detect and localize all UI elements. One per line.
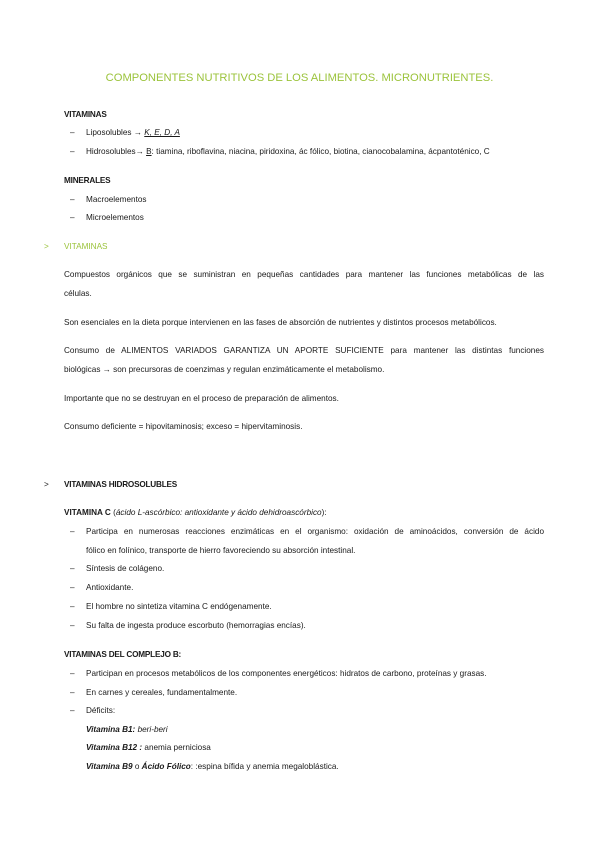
list-dash: – (70, 147, 75, 156)
section-marker: > (44, 480, 49, 489)
paragraph: Consumo deficiente = hipovitaminosis; exceso = hipervitaminosis. (64, 422, 303, 431)
list-item: El hombre no sintetiza vitamina C endógenamente. (86, 602, 272, 611)
list-item: Déficits: (86, 706, 116, 715)
deficit-b9 (86, 762, 339, 771)
minerales-heading: MINERALES (64, 176, 111, 185)
paren: ( (110, 508, 116, 517)
deficit-connector: o (132, 762, 142, 771)
paragraph-line: Consumo de ALIMENTOS VARIADOS GARANTIZA UN APORTE SUFICIENTE para mantener las distintas funciones (64, 346, 544, 355)
list-dash: – (70, 669, 75, 678)
paragraph: Importante que no se destruyan en el proceso de preparación de alimentos. (64, 394, 339, 403)
list-item: En carnes y cereales, fundamentalmente. (86, 688, 238, 697)
list-item-continuation: fólico en folínico, transporte de hierro favoreciendo su absorción intestinal. (86, 546, 356, 555)
list-dash: – (70, 621, 75, 630)
deficit-b1 (86, 725, 168, 734)
deficit-label: Vitamina B12 : (86, 743, 143, 752)
paragraph: Son esenciales en la dieta porque intervienen en las fases de absorción de nutrientes y distintos procesos metabólicos. (64, 318, 497, 327)
list-item-liposolubles (86, 128, 180, 137)
list-dash: – (70, 213, 75, 222)
paren: ): (321, 508, 327, 517)
section-heading-vitaminas: VITAMINAS (64, 242, 108, 251)
list-dash: – (70, 602, 75, 611)
item-prefix: Hidrosolubles→ (86, 147, 147, 156)
list-item: Su falta de ingesta produce escorbuto (hemorragias encías). (86, 621, 306, 630)
list-item: Macroelementos (86, 195, 147, 204)
list-item: Síntesis de colágeno. (86, 564, 165, 573)
list-item: Participan en procesos metabólicos de los componentes energéticos: hidratos de carbono, proteínas y grasas. (86, 669, 487, 678)
paragraph-line: Compuestos orgánicos que se suministran en pequeñas cantidades para mantener las funciones metabólicas de las (64, 270, 544, 279)
paragraph-line: biológicas → son precursoras de coenzimas y regulan enzimáticamente el metabolismo. (64, 365, 385, 374)
item-suffix: : tiamina, riboflavina, niacina, piridoxina, ác fólico, biotina, cianocobalamina, ácpantoténico, C (151, 147, 490, 156)
section-heading-hidrosolubles: VITAMINAS HIDROSOLUBLES (64, 480, 178, 489)
list-dash: – (70, 527, 75, 536)
list-dash: – (70, 128, 75, 137)
list-dash: – (70, 688, 75, 697)
page-title: COMPONENTES NUTRITIVOS DE LOS ALIMENTOS. MICRONUTRIENTES. (105, 72, 494, 84)
deficit-text: beri-beri (135, 725, 168, 734)
section-marker: > (44, 242, 49, 251)
list-dash: – (70, 706, 75, 715)
list-item: Antioxidante. (86, 583, 134, 592)
list-dash: – (70, 583, 75, 592)
list-item-hidrosolubles (86, 147, 490, 156)
vitaminas-b-heading: VITAMINAS DEL COMPLEJO B: (64, 650, 182, 659)
deficit-label: Ácido Fólico (141, 762, 191, 771)
vitamina-c-description: ácido L-ascórbico: antioxidante y ácido dehidroascórbico (115, 508, 322, 517)
list-item: Participa en numerosas reacciones enzimáticas en el organismo: oxidación de aminoácidos, conversión de ácido (86, 527, 544, 536)
list-dash: – (70, 195, 75, 204)
paragraph-line: células. (64, 289, 92, 298)
item-prefix: Liposolubles → (86, 128, 145, 137)
list-dash: – (70, 564, 75, 573)
deficit-text: : :espina bífida y anemia megaloblástica. (190, 762, 339, 771)
vitamina-c-heading (64, 508, 327, 517)
vitamina-c-label: VITAMINA C (64, 508, 111, 517)
deficit-label: Vitamina B9 (86, 762, 133, 771)
vitaminas-heading: VITAMINAS (64, 110, 107, 119)
deficit-label: Vitamina B1: (86, 725, 136, 734)
item-link: K, E, D, A (144, 128, 180, 137)
item-link: B (146, 147, 152, 156)
list-item: Microelementos (86, 213, 144, 222)
deficit-b12 (86, 743, 211, 752)
deficit-text: anemia perniciosa (142, 743, 211, 752)
